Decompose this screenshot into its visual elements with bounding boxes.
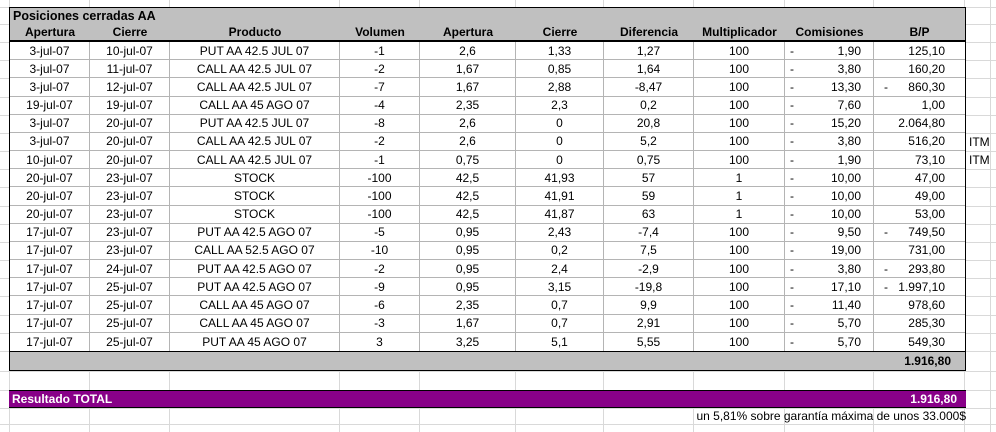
- itm-flag[interactable]: [966, 260, 996, 278]
- cell-cierre[interactable]: 0: [516, 151, 604, 169]
- cell-diferencia[interactable]: -19,8: [604, 278, 694, 296]
- cell-comisiones[interactable]: [785, 242, 874, 260]
- cell-producto[interactable]: PUT AA 45 AGO 07: [170, 333, 340, 351]
- cell-fecha-cierre[interactable]: 23-jul-07: [90, 187, 170, 205]
- cell-multiplicador[interactable]: 100: [694, 278, 785, 296]
- cell-fecha-cierre[interactable]: 20-jul-07: [90, 115, 170, 133]
- cell-bp[interactable]: [874, 333, 965, 351]
- cell-fecha-cierre[interactable]: 23-jul-07: [90, 224, 170, 242]
- bp-value: 125,10: [908, 43, 945, 58]
- itm-flag[interactable]: [966, 169, 996, 187]
- cell-bp[interactable]: [874, 115, 965, 133]
- cell-producto[interactable]: CALL AA 45 AGO 07: [170, 315, 340, 333]
- cell-fecha-cierre[interactable]: 20-jul-07: [90, 133, 170, 151]
- cell-producto[interactable]: STOCK: [170, 206, 340, 224]
- cell-multiplicador[interactable]: 100: [694, 60, 785, 78]
- cell-producto[interactable]: CALL AA 52.5 AGO 07: [170, 242, 340, 260]
- cell-comisiones[interactable]: [785, 78, 874, 96]
- cell-bp[interactable]: [874, 78, 965, 96]
- cell-fecha-apertura[interactable]: 3-jul-07: [10, 133, 90, 151]
- itm-flag[interactable]: [966, 78, 996, 96]
- table-title[interactable]: Posiciones cerradas AA: [13, 9, 156, 23]
- cell-diferencia[interactable]: -2,9: [604, 260, 694, 278]
- cell-producto[interactable]: CALL AA 42.5 JUL 07: [170, 78, 340, 96]
- cell-volumen[interactable]: -6: [340, 296, 420, 314]
- cell-cierre[interactable]: 3,15: [516, 278, 604, 296]
- cell-fecha-cierre[interactable]: 23-jul-07: [90, 242, 170, 260]
- cell-producto[interactable]: PUT AA 42.5 AGO 07: [170, 278, 340, 296]
- cell-producto[interactable]: CALL AA 42.5 JUL 07: [170, 60, 340, 78]
- cell-producto[interactable]: STOCK: [170, 187, 340, 205]
- cell-cierre[interactable]: 0,7: [516, 315, 604, 333]
- cell-volumen[interactable]: -10: [340, 242, 420, 260]
- cell-diferencia[interactable]: 0,2: [604, 97, 694, 115]
- cell-multiplicador[interactable]: 100: [694, 224, 785, 242]
- cell-multiplicador[interactable]: 100: [694, 151, 785, 169]
- table-row: [10, 78, 965, 96]
- cell-multiplicador[interactable]: 100: [694, 78, 785, 96]
- cell-cierre[interactable]: 0,7: [516, 296, 604, 314]
- table-row: [10, 97, 965, 115]
- comisiones-negative-sign: -: [790, 334, 794, 349]
- comisiones-negative-sign: -: [790, 261, 794, 276]
- cell-volumen[interactable]: -100: [340, 206, 420, 224]
- cell-fecha-cierre[interactable]: 12-jul-07: [90, 78, 170, 96]
- column-header-multiplicador[interactable]: Multiplicador: [702, 25, 777, 39]
- cell-multiplicador[interactable]: 100: [694, 333, 785, 351]
- bp-value: 293,80: [908, 261, 945, 276]
- table-header-block: [9, 7, 966, 42]
- cell-volumen[interactable]: -2: [340, 133, 420, 151]
- resultado-total-bar[interactable]: [9, 390, 966, 408]
- cell-fecha-cierre[interactable]: 20-jul-07: [90, 151, 170, 169]
- cell-cierre[interactable]: 0,2: [516, 242, 604, 260]
- comisiones-value: 3,80: [837, 261, 861, 276]
- comisiones-negative-sign: -: [790, 170, 794, 185]
- cell-comisiones[interactable]: [785, 115, 874, 133]
- cell-fecha-apertura[interactable]: 17-jul-07: [10, 224, 90, 242]
- comisiones-negative-sign: -: [790, 134, 794, 149]
- bp-value: 1.997,10: [898, 279, 945, 294]
- cell-fecha-cierre[interactable]: 23-jul-07: [90, 169, 170, 187]
- cell-bp[interactable]: [874, 296, 965, 314]
- column-header-cierre[interactable]: Cierre: [542, 25, 578, 39]
- cell-fecha-apertura[interactable]: 17-jul-07: [10, 315, 90, 333]
- comisiones-value: 17,10: [830, 279, 861, 294]
- itm-flag[interactable]: [966, 278, 996, 296]
- comisiones-value: 19,00: [830, 243, 861, 258]
- resultado-label: Resultado TOTAL: [12, 392, 113, 406]
- column-header-row: [10, 24, 965, 40]
- cell-fecha-apertura[interactable]: 20-jul-07: [10, 206, 90, 224]
- cell-comisiones[interactable]: [785, 333, 874, 351]
- cell-comisiones[interactable]: [785, 169, 874, 187]
- cell-volumen[interactable]: -5: [340, 224, 420, 242]
- column-header-bp[interactable]: B/P: [909, 25, 930, 39]
- cell-diferencia[interactable]: 7,5: [604, 242, 694, 260]
- cell-apertura[interactable]: 0,95: [420, 224, 516, 242]
- itm-flag[interactable]: [966, 315, 996, 333]
- cell-diferencia[interactable]: 9,9: [604, 296, 694, 314]
- table-row: [10, 151, 990, 169]
- column-header-fecha-apertura[interactable]: Apertura: [24, 25, 75, 39]
- table-row: [10, 133, 990, 151]
- itm-flag[interactable]: [966, 296, 996, 314]
- bp-value: 160,20: [908, 61, 945, 76]
- cell-fecha-cierre[interactable]: 25-jul-07: [90, 278, 170, 296]
- itm-flag[interactable]: [966, 333, 996, 351]
- column-header-diferencia[interactable]: Diferencia: [619, 25, 679, 39]
- comisiones-negative-sign: -: [790, 61, 794, 76]
- table-row: [10, 60, 965, 78]
- column-header-comisiones[interactable]: Comisiones: [795, 25, 864, 39]
- cell-volumen[interactable]: -3: [340, 315, 420, 333]
- comisiones-negative-sign: -: [790, 207, 794, 222]
- cell-fecha-cierre[interactable]: 25-jul-07: [90, 296, 170, 314]
- bp-value: 1,00: [921, 98, 945, 113]
- cell-apertura[interactable]: 42,5: [420, 187, 516, 205]
- cell-multiplicador[interactable]: 100: [694, 133, 785, 151]
- bp-negative-sign: -: [884, 225, 888, 240]
- cell-multiplicador[interactable]: 100: [694, 242, 785, 260]
- cell-cierre[interactable]: 0,85: [516, 60, 604, 78]
- cell-comisiones[interactable]: [785, 224, 874, 242]
- bp-value: 549,30: [908, 334, 945, 349]
- cell-volumen[interactable]: -100: [340, 169, 420, 187]
- cell-fecha-apertura[interactable]: 17-jul-07: [10, 260, 90, 278]
- cell-cierre[interactable]: 2,4: [516, 260, 604, 278]
- itm-flag[interactable]: ITM: [969, 153, 990, 168]
- cell-apertura[interactable]: 2,35: [420, 97, 516, 115]
- cell-volumen[interactable]: -4: [340, 97, 420, 115]
- resultado-value: 1.916,80: [910, 392, 957, 406]
- cell-apertura[interactable]: 3,25: [420, 333, 516, 351]
- cell-volumen[interactable]: -100: [340, 187, 420, 205]
- cell-volumen[interactable]: -1: [340, 151, 420, 169]
- cell-fecha-apertura[interactable]: 17-jul-07: [10, 296, 90, 314]
- cell-fecha-apertura[interactable]: 10-jul-07: [10, 151, 90, 169]
- cell-multiplicador[interactable]: 100: [694, 296, 785, 314]
- cell-diferencia[interactable]: 20,8: [604, 115, 694, 133]
- cell-fecha-cierre[interactable]: 25-jul-07: [90, 315, 170, 333]
- cell-producto[interactable]: STOCK: [170, 169, 340, 187]
- cell-fecha-apertura[interactable]: 17-jul-07: [10, 242, 90, 260]
- comisiones-value: 3,80: [837, 61, 861, 76]
- comisiones-value: 10,00: [830, 170, 861, 185]
- cell-bp[interactable]: [874, 133, 965, 151]
- comisiones-value: 5,70: [837, 334, 861, 349]
- cell-comisiones[interactable]: [785, 151, 874, 169]
- cell-multiplicador[interactable]: 100: [694, 260, 785, 278]
- table-row: [10, 169, 965, 187]
- cell-cierre[interactable]: 41,93: [516, 169, 604, 187]
- cell-bp[interactable]: [874, 187, 965, 205]
- itm-flag[interactable]: [966, 60, 996, 78]
- total-row[interactable]: [9, 351, 966, 371]
- cell-diferencia[interactable]: 0,75: [604, 151, 694, 169]
- itm-flag[interactable]: [966, 187, 996, 205]
- cell-apertura[interactable]: 2,6: [420, 133, 516, 151]
- table-row: [10, 333, 965, 351]
- table-row: [10, 115, 965, 133]
- column-header-fecha-cierre[interactable]: Cierre: [112, 25, 148, 39]
- cell-cierre[interactable]: 5,1: [516, 333, 604, 351]
- cell-apertura[interactable]: 2,6: [420, 42, 516, 60]
- comisiones-value: 5,70: [837, 316, 861, 331]
- itm-flag[interactable]: [966, 224, 996, 242]
- table-row: [10, 260, 965, 278]
- comisiones-value: 3,80: [837, 134, 861, 149]
- cell-volumen[interactable]: -7: [340, 78, 420, 96]
- comisiones-value: 7,60: [837, 98, 861, 113]
- cell-diferencia[interactable]: 5,2: [604, 133, 694, 151]
- table-row: [10, 315, 965, 333]
- cell-apertura[interactable]: 1,67: [420, 315, 516, 333]
- cell-fecha-apertura[interactable]: 3-jul-07: [10, 115, 90, 133]
- cell-diferencia[interactable]: 2,91: [604, 315, 694, 333]
- comisiones-value: 10,00: [830, 207, 861, 222]
- cell-diferencia[interactable]: -8,47: [604, 78, 694, 96]
- table-row: [10, 242, 965, 260]
- cell-multiplicador[interactable]: 100: [694, 315, 785, 333]
- itm-flag[interactable]: [966, 242, 996, 260]
- comisiones-value: 9,50: [837, 225, 861, 240]
- cell-volumen[interactable]: -9: [340, 278, 420, 296]
- cell-producto[interactable]: PUT AA 42.5 JUL 07: [170, 115, 340, 133]
- cell-apertura[interactable]: 0,75: [420, 151, 516, 169]
- bp-value: 49,00: [914, 188, 945, 203]
- cell-multiplicador[interactable]: 100: [694, 115, 785, 133]
- cell-fecha-apertura[interactable]: 3-jul-07: [10, 42, 90, 60]
- table-row: [10, 278, 965, 296]
- cell-diferencia[interactable]: 5,55: [604, 333, 694, 351]
- cell-fecha-apertura[interactable]: 17-jul-07: [10, 333, 90, 351]
- itm-flag[interactable]: [966, 206, 996, 224]
- cell-bp[interactable]: [874, 206, 965, 224]
- itm-flag[interactable]: [966, 115, 996, 133]
- comisiones-negative-sign: -: [790, 98, 794, 113]
- cell-fecha-apertura[interactable]: 3-jul-07: [10, 60, 90, 78]
- cell-bp[interactable]: [874, 42, 965, 60]
- cell-multiplicador[interactable]: 1: [694, 187, 785, 205]
- bp-value: 47,00: [914, 170, 945, 185]
- bp-negative-sign: -: [884, 279, 888, 294]
- itm-flag[interactable]: [966, 97, 996, 115]
- cell-cierre[interactable]: 1,33: [516, 42, 604, 60]
- bp-value: 731,00: [908, 243, 945, 258]
- bp-value: 860,30: [908, 79, 945, 94]
- cell-producto[interactable]: CALL AA 42.5 JUL 07: [170, 133, 340, 151]
- cell-bp[interactable]: [874, 278, 965, 296]
- comisiones-negative-sign: -: [790, 243, 794, 258]
- comisiones-value: 10,00: [830, 188, 861, 203]
- cell-diferencia[interactable]: 59: [604, 187, 694, 205]
- bp-negative-sign: -: [884, 79, 888, 94]
- cell-apertura[interactable]: 0,95: [420, 260, 516, 278]
- comisiones-negative-sign: -: [790, 43, 794, 58]
- bp-value: 749,50: [908, 225, 945, 240]
- cell-diferencia[interactable]: 1,27: [604, 42, 694, 60]
- cell-multiplicador[interactable]: 1: [694, 169, 785, 187]
- cell-apertura[interactable]: 42,5: [420, 169, 516, 187]
- cell-bp[interactable]: [874, 60, 965, 78]
- table-body: [9, 42, 990, 351]
- comisiones-negative-sign: -: [790, 188, 794, 203]
- cell-producto[interactable]: CALL AA 45 AGO 07: [170, 296, 340, 314]
- comisiones-value: 11,40: [831, 297, 861, 312]
- itm-flag[interactable]: ITM: [969, 134, 990, 149]
- cell-fecha-cierre[interactable]: 10-jul-07: [90, 42, 170, 60]
- cell-bp[interactable]: [874, 97, 965, 115]
- cell-producto[interactable]: PUT AA 42.5 AGO 07: [170, 224, 340, 242]
- bp-value: 285,30: [908, 316, 945, 331]
- cell-fecha-cierre[interactable]: 25-jul-07: [90, 333, 170, 351]
- cell-cierre[interactable]: 2,3: [516, 97, 604, 115]
- cell-fecha-cierre[interactable]: 19-jul-07: [90, 97, 170, 115]
- cell-comisiones[interactable]: [785, 42, 874, 60]
- cell-comisiones[interactable]: [785, 296, 874, 314]
- cell-multiplicador[interactable]: 100: [694, 42, 785, 60]
- cell-fecha-cierre[interactable]: 24-jul-07: [90, 260, 170, 278]
- cell-cierre[interactable]: 2,43: [516, 224, 604, 242]
- cell-apertura[interactable]: 42,5: [420, 206, 516, 224]
- cell-producto[interactable]: PUT AA 42.5 AGO 07: [170, 260, 340, 278]
- cell-cierre[interactable]: 0: [516, 133, 604, 151]
- cell-fecha-cierre[interactable]: 11-jul-07: [90, 60, 170, 78]
- cell-apertura[interactable]: 1,67: [420, 78, 516, 96]
- cell-fecha-apertura[interactable]: 3-jul-07: [10, 78, 90, 96]
- cell-volumen[interactable]: -2: [340, 60, 420, 78]
- bp-value: 2.064,80: [898, 116, 945, 131]
- cell-comisiones[interactable]: [785, 315, 874, 333]
- bp-value: 53,00: [914, 207, 945, 222]
- cell-bp[interactable]: [874, 151, 965, 169]
- cell-fecha-apertura[interactable]: 17-jul-07: [10, 278, 90, 296]
- cell-comisiones[interactable]: [785, 260, 874, 278]
- comisiones-negative-sign: -: [790, 279, 794, 294]
- table-row: [10, 206, 965, 224]
- table-row: [10, 224, 965, 242]
- comisiones-value: 13,30: [830, 79, 861, 94]
- cell-producto[interactable]: PUT AA 42.5 JUL 07: [170, 42, 340, 60]
- cell-cierre[interactable]: 2,88: [516, 78, 604, 96]
- column-header-volumen[interactable]: Volumen: [355, 25, 405, 39]
- comisiones-negative-sign: -: [790, 79, 794, 94]
- cell-cierre[interactable]: 0: [516, 115, 604, 133]
- cell-cierre[interactable]: 41,87: [516, 206, 604, 224]
- comisiones-negative-sign: -: [790, 152, 794, 167]
- table-row: [10, 187, 965, 205]
- bp-value: 73,10: [914, 152, 945, 167]
- comisiones-value: 1,90: [837, 43, 861, 58]
- cell-apertura[interactable]: 2,35: [420, 296, 516, 314]
- cell-producto[interactable]: CALL AA 42.5 JUL 07: [170, 151, 340, 169]
- cell-fecha-apertura[interactable]: 19-jul-07: [10, 97, 90, 115]
- cell-diferencia[interactable]: 1,64: [604, 60, 694, 78]
- table-row: [10, 42, 965, 60]
- margin-note: un 5,81% sobre garantía máxima de unos 33.000$: [696, 409, 966, 423]
- cell-volumen[interactable]: -2: [340, 260, 420, 278]
- cell-bp[interactable]: [874, 242, 965, 260]
- bp-value: 978,60: [908, 297, 945, 312]
- cell-bp[interactable]: [874, 260, 965, 278]
- cell-comisiones[interactable]: [785, 187, 874, 205]
- cell-fecha-cierre[interactable]: 23-jul-07: [90, 206, 170, 224]
- cell-bp[interactable]: [874, 224, 965, 242]
- cell-apertura[interactable]: 0,95: [420, 278, 516, 296]
- total-bp-value: 1.916,80: [904, 354, 951, 368]
- cell-apertura[interactable]: 0,95: [420, 242, 516, 260]
- cell-apertura[interactable]: 1,67: [420, 60, 516, 78]
- cell-multiplicador[interactable]: 1: [694, 206, 785, 224]
- comisiones-negative-sign: -: [790, 316, 794, 331]
- cell-fecha-apertura[interactable]: 20-jul-07: [10, 169, 90, 187]
- cell-comisiones[interactable]: [785, 206, 874, 224]
- cell-producto[interactable]: CALL AA 45 AGO 07: [170, 97, 340, 115]
- cell-apertura[interactable]: 2,6: [420, 115, 516, 133]
- cell-diferencia[interactable]: 63: [604, 206, 694, 224]
- cell-bp[interactable]: [874, 169, 965, 187]
- itm-flag[interactable]: [966, 42, 996, 60]
- cell-bp[interactable]: [874, 315, 965, 333]
- cell-volumen[interactable]: -1: [340, 42, 420, 60]
- cell-comisiones[interactable]: [785, 133, 874, 151]
- cell-comisiones[interactable]: [785, 278, 874, 296]
- comisiones-negative-sign: -: [790, 297, 794, 312]
- cell-diferencia[interactable]: 57: [604, 169, 694, 187]
- cell-cierre[interactable]: 41,91: [516, 187, 604, 205]
- table-row: [10, 296, 965, 314]
- cell-volumen[interactable]: 3: [340, 333, 420, 351]
- column-header-apertura[interactable]: Apertura: [442, 25, 493, 39]
- bp-value: 516,20: [908, 134, 945, 149]
- cell-comisiones[interactable]: [785, 97, 874, 115]
- comisiones-value: 15,20: [830, 116, 861, 131]
- comisiones-negative-sign: -: [790, 116, 794, 131]
- cell-diferencia[interactable]: -7,4: [604, 224, 694, 242]
- cell-multiplicador[interactable]: 100: [694, 97, 785, 115]
- cell-fecha-apertura[interactable]: 20-jul-07: [10, 187, 90, 205]
- cell-comisiones[interactable]: [785, 60, 874, 78]
- comisiones-negative-sign: -: [790, 225, 794, 240]
- column-header-producto[interactable]: Producto: [228, 25, 282, 39]
- comisiones-value: 1,90: [837, 152, 861, 167]
- cell-volumen[interactable]: -8: [340, 115, 420, 133]
- bp-negative-sign: -: [884, 261, 888, 276]
